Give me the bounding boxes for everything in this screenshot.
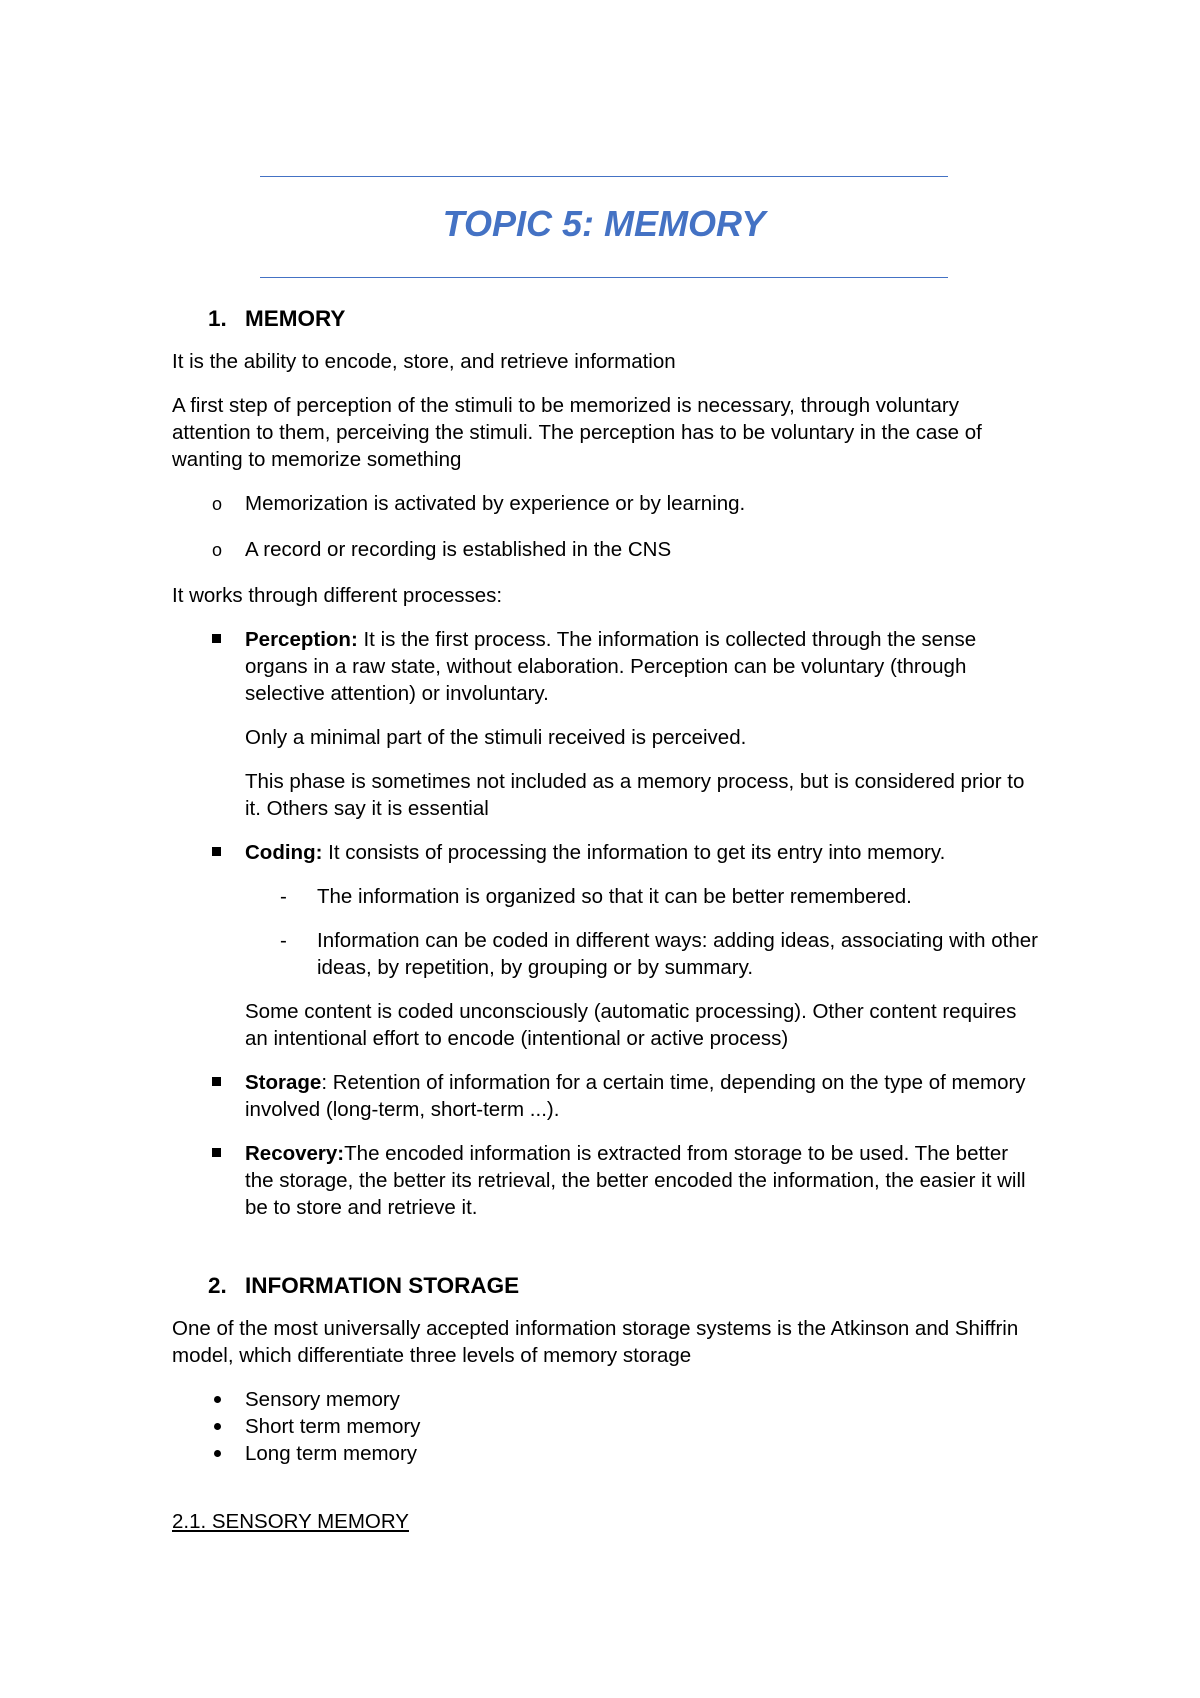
list-item-text: Memorization is activated by experience or by learning. <box>245 492 746 515</box>
circle-bullet-icon: o <box>212 540 223 560</box>
paragraph: One of the most universally accepted information storage systems is the Atkinson and Shiffrin model, which differentiate three levels of memory storage <box>172 1317 1019 1367</box>
definition: It consists of processing the information to get its entry into memory. <box>322 841 946 864</box>
dash-bullet-icon: - <box>280 885 287 908</box>
memory-levels-list <box>172 1386 1042 1467</box>
section-title: INFORMATION STORAGE <box>245 1273 520 1298</box>
list-item-text: Sensory memory <box>245 1388 400 1411</box>
list-item-text: The information is organized so that it can be better remembered. <box>317 885 912 908</box>
term: Storage <box>245 1071 322 1094</box>
section-number: 2. <box>208 1273 227 1298</box>
paragraph: It is the ability to encode, store, and retrieve information <box>172 350 676 373</box>
page-title: TOPIC 5: MEMORY <box>442 203 766 244</box>
list-item-coding <box>172 839 1042 866</box>
list-item-text: Long term memory <box>245 1442 418 1465</box>
paragraph: This phase is sometimes not included as a memory process, but is considered prior to it. Others say it is essential <box>245 770 1025 820</box>
list-item <box>172 490 1042 517</box>
paragraph: A first step of perception of the stimuli to be memorized is necessary, through voluntary attention to them, perceiving the stimuli. The perception has to be voluntary in the case of wanting to memorize something <box>172 394 982 471</box>
dash-bullet-icon: - <box>280 929 287 952</box>
list-item <box>172 1440 1042 1467</box>
circle-bullet-icon: o <box>212 494 223 514</box>
title-block <box>260 176 948 278</box>
paragraph: Some content is coded unconsciously (automatic processing). Other content requires an intentional effort to encode (intentional or active process) <box>245 1000 1017 1050</box>
dot-bullet-icon <box>214 1423 221 1430</box>
definition: : Retention of information for a certain time, depending on the type of memory involved (long-term, short-term ...). <box>245 1071 1026 1121</box>
definition: It is the first process. The information is collected through the sense organs in a raw state, without elaboration. Perception can be voluntary (through selective attention) or involuntary. <box>245 628 977 705</box>
paragraph: Only a minimal part of the stimuli received is perceived. <box>245 726 747 749</box>
definition: The encoded information is extracted from storage to be used. The better the storage, the better its retrieval, the better encoded the information, the easier it will be to store and retrieve it. <box>245 1142 1026 1219</box>
list-item <box>172 1386 1042 1413</box>
dot-bullet-icon <box>214 1450 221 1457</box>
term: Recovery: <box>245 1142 345 1165</box>
term: Perception: <box>245 628 358 651</box>
list-item-recovery <box>172 1140 1042 1221</box>
list-item <box>172 1413 1042 1440</box>
title-rule-top <box>260 176 948 177</box>
square-bullet-icon <box>212 847 221 856</box>
list-item <box>172 883 1042 910</box>
document-body <box>172 304 1042 1535</box>
list-item-text: Information can be coded in different ways: adding ideas, associating with other ideas, by repetition, by grouping or by summary. <box>317 929 1038 979</box>
section-heading-memory <box>208 304 1042 334</box>
square-bullet-icon <box>212 1077 221 1086</box>
list-item <box>172 536 1042 563</box>
spacer <box>172 1238 1042 1271</box>
section-title: MEMORY <box>245 306 346 331</box>
title-rule-bottom <box>260 277 948 278</box>
square-bullet-icon <box>212 1148 221 1157</box>
subsection-heading-sensory-memory: 2.1. SENSORY MEMORY <box>172 1510 409 1533</box>
list-item-storage <box>172 1069 1042 1123</box>
list-item-text: A record or recording is established in the CNS <box>245 538 672 561</box>
section-heading-information-storage <box>208 1271 1042 1301</box>
list-item <box>172 927 1042 981</box>
list-item-perception <box>172 626 1042 707</box>
paragraph: It works through different processes: <box>172 584 503 607</box>
section-number: 1. <box>208 306 227 331</box>
list-item-text: Short term memory <box>245 1415 421 1438</box>
term: Coding: <box>245 841 323 864</box>
square-bullet-icon <box>212 634 221 643</box>
dot-bullet-icon <box>214 1396 221 1403</box>
